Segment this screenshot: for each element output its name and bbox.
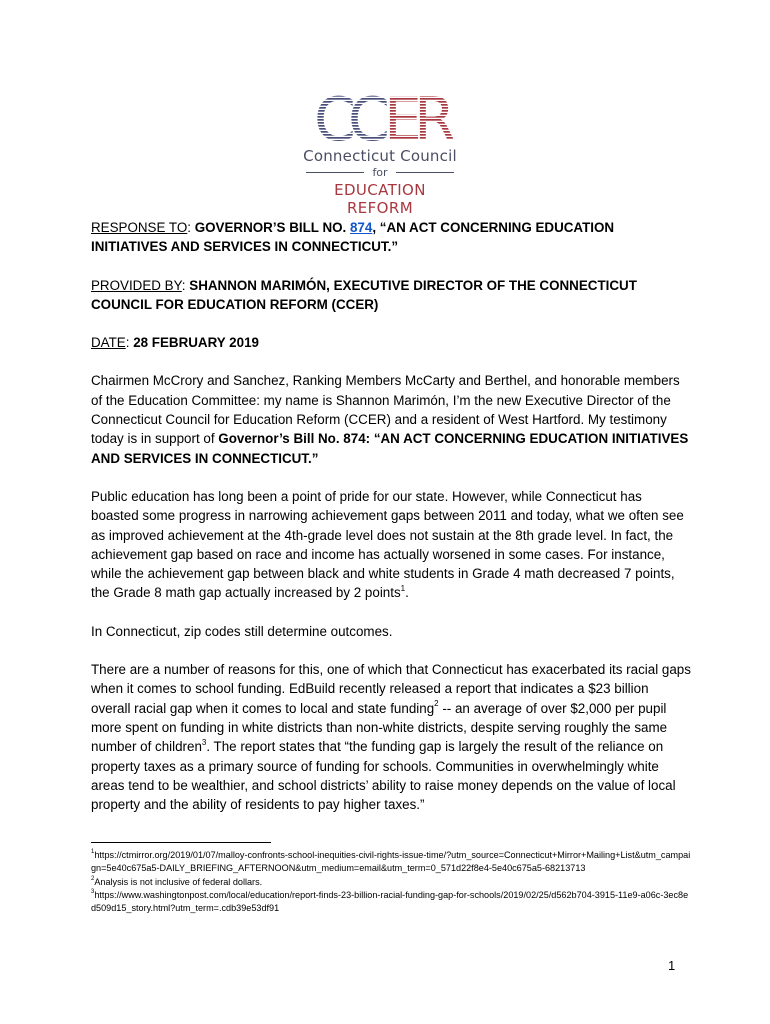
- footnote-ref-2: 2: [434, 699, 439, 709]
- logo-for: for: [372, 165, 388, 179]
- document-body: [91, 218, 691, 814]
- paragraph-funding-c: . The report states that “the funding gap is largely the result of the reliance on property taxes as a primary source of funding for schools. Communities in overwhelmingly white areas tend to be wealthier, and school districts’ ability to raise money depends on the value of local property and the ability of residents to pay higher taxes.”: [91, 739, 676, 813]
- paragraph-achievement-text: Public education has long been a point of pride for our state. However, while Connecticut has boasted some progress in narrowing achievement gaps between 2011 and today, what we often see as improved achievement at the 4th-grade level does not sustain at the 8th grade level. In fact, the achievement gap based on race and income has actually worsened in some cases. For instance, while the achievement gap between black and white students in Grade 4 math decreased 7 points, the Grade 8 math gap actually increased by 2 points: [91, 488, 684, 601]
- response-to-bill-title: , “AN ACT CONCERNING EDUCATION INITIATIVES AND SERVICES IN CONNECTICUT.”: [91, 220, 615, 255]
- footnote-3-text[interactable]: https://www.washingtonpost.com/local/education/report-finds-23-billion-racial-funding-gap-for-schools/2019/02/25/d562b704-3915-11e9-a06c-3ec8ed509d15_story.html?utm_term=.cdb39e53df91: [91, 889, 689, 914]
- paragraph-achievement-end: .: [405, 585, 409, 601]
- date-colon: :: [125, 335, 130, 351]
- provided-by-label: PROVIDED BY: [91, 277, 182, 293]
- footnote-2-text: Analysis is not inclusive of federal dollars.: [94, 876, 263, 887]
- logo-for-row: [300, 165, 460, 179]
- paragraph-funding-b: -- an average of over $2,000 per pupil more spent on funding in white districts than non-white districts, despite serving roughly the same number of children: [91, 700, 668, 755]
- footnote-1-text[interactable]: https://ctmirror.org/2019/01/07/malloy-confronts-school-inequities-civil-rights-issue-time/?utm_source=Connecticut+Mirror+Mailing+List&utm_campaign=5e40c675a5-DAILY_BRIEFING_AFTERNOON&utm_medium=email&utm_term=0_571d22f8e4-5e40c675a5-68213713: [91, 850, 691, 874]
- ccer-logo: [300, 85, 460, 217]
- footnote-divider: [91, 842, 271, 843]
- response-to-colon: :: [187, 220, 191, 235]
- provided-by-colon: :: [181, 277, 186, 293]
- page-number: 1: [668, 958, 676, 973]
- paragraph-funding: [91, 660, 691, 814]
- paragraph-intro-text: Chairmen McCrory and Sanchez, Ranking Members McCarty and Berthel, and honorable members of the Education Committee: my name is Shannon Marimón, I’m the new Executive Director of the Connecticut Council for Education Reform (CCER) and a resident of West Hartford. My testimony today is in support of: [91, 373, 680, 447]
- response-to-label: RESPONSE TO: [91, 220, 188, 235]
- footnote-ref-1: 1: [400, 583, 406, 593]
- footnote-3: [91, 889, 691, 916]
- paragraph-funding-a: There are a number of reasons for this, one of which that Connecticut has exacerbated its racial gaps when it comes to school funding. EdBuild recently released a report that indicates a $23 billion overall racial gap when it comes to local and state funding: [91, 662, 691, 716]
- footnote-2: [91, 876, 691, 889]
- logo-letter-r: R: [414, 85, 456, 155]
- ccer-logo-mark: [314, 85, 456, 155]
- logo-letter-e: E: [384, 85, 422, 155]
- footnote-1: [91, 849, 691, 876]
- paragraph-zip-codes: In Connecticut, zip codes still determine outcomes.: [91, 623, 393, 639]
- footnote-ref-3: 3: [201, 737, 207, 747]
- logo-line1: Connecticut Council: [303, 147, 457, 165]
- logo-rule-right: [396, 172, 454, 173]
- response-to-bill-pre: GOVERNOR’S BILL NO.: [194, 220, 347, 235]
- footnotes: [91, 849, 691, 915]
- logo-letter-c1: C: [314, 85, 356, 155]
- date-line: [91, 333, 691, 352]
- response-to-line: [91, 218, 691, 257]
- paragraph-achievement: [91, 487, 691, 603]
- footnote-1-number: 1: [91, 848, 95, 855]
- date-value: 28 FEBRUARY 2019: [133, 335, 259, 351]
- bill-874-link[interactable]: 874: [349, 220, 373, 235]
- footnote-2-number: 2: [91, 875, 95, 882]
- date-label: DATE: [91, 335, 126, 351]
- footnote-3-number: 3: [91, 888, 95, 895]
- logo-rule-left: [306, 172, 364, 173]
- paragraph-intro: [91, 371, 691, 467]
- logo-line2: EDUCATION REFORM: [334, 181, 426, 217]
- provided-by-name: SHANNON MARIMÓN, EXECUTIVE DIRECTOR OF THE CONNECTICUT COUNCIL FOR EDUCATION REFORM (CCER): [91, 277, 637, 312]
- logo-letter-c2: C: [348, 85, 390, 155]
- paragraph-intro-bill: Governor’s Bill No. 874: “AN ACT CONCERNING EDUCATION INITIATIVES AND SERVICES IN CONNECTICUT.”: [91, 431, 689, 466]
- provided-by-line: [91, 276, 691, 315]
